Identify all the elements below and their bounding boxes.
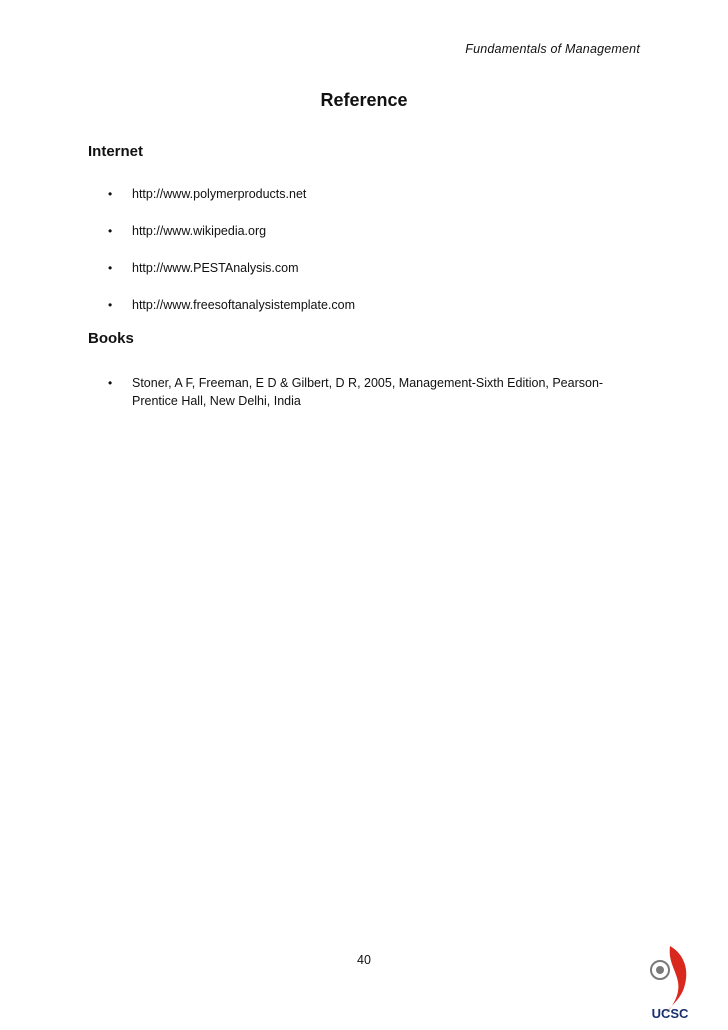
bullet-icon: •	[108, 187, 113, 201]
list-item	[108, 259, 355, 296]
books-reference-list	[108, 374, 648, 410]
running-header: Fundamentals of Management	[465, 42, 640, 56]
reference-url: http://www.freesoftanalysistemplate.com	[132, 298, 356, 312]
bullet-icon: •	[108, 261, 113, 275]
internet-reference-list	[108, 185, 355, 333]
page-number: 40	[357, 953, 371, 967]
ucsc-logo	[640, 944, 696, 1024]
page-title: Reference	[320, 90, 408, 110]
bullet-icon: •	[108, 224, 113, 238]
bullet-icon: •	[108, 298, 113, 312]
list-item	[108, 222, 355, 259]
book-citation: Stoner, A F, Freeman, E D & Gilbert, D R, 2005, Management-Sixth Edition, Pearson-Prentice Hall, New Delhi, India	[132, 376, 604, 408]
seal-center	[656, 966, 664, 974]
reference-url: http://www.polymerproducts.net	[132, 187, 307, 201]
reference-url: http://www.wikipedia.org	[132, 224, 267, 238]
reference-url: http://www.PESTAnalysis.com	[132, 261, 299, 275]
list-item	[108, 374, 648, 410]
list-item	[108, 185, 355, 222]
flame-shape	[666, 946, 686, 1014]
books-section-heading: Books	[88, 330, 134, 347]
internet-section-heading: Internet	[88, 143, 144, 160]
bullet-icon: •	[108, 376, 113, 390]
list-item	[108, 296, 355, 333]
logo-text: UCSC	[651, 1006, 689, 1021]
